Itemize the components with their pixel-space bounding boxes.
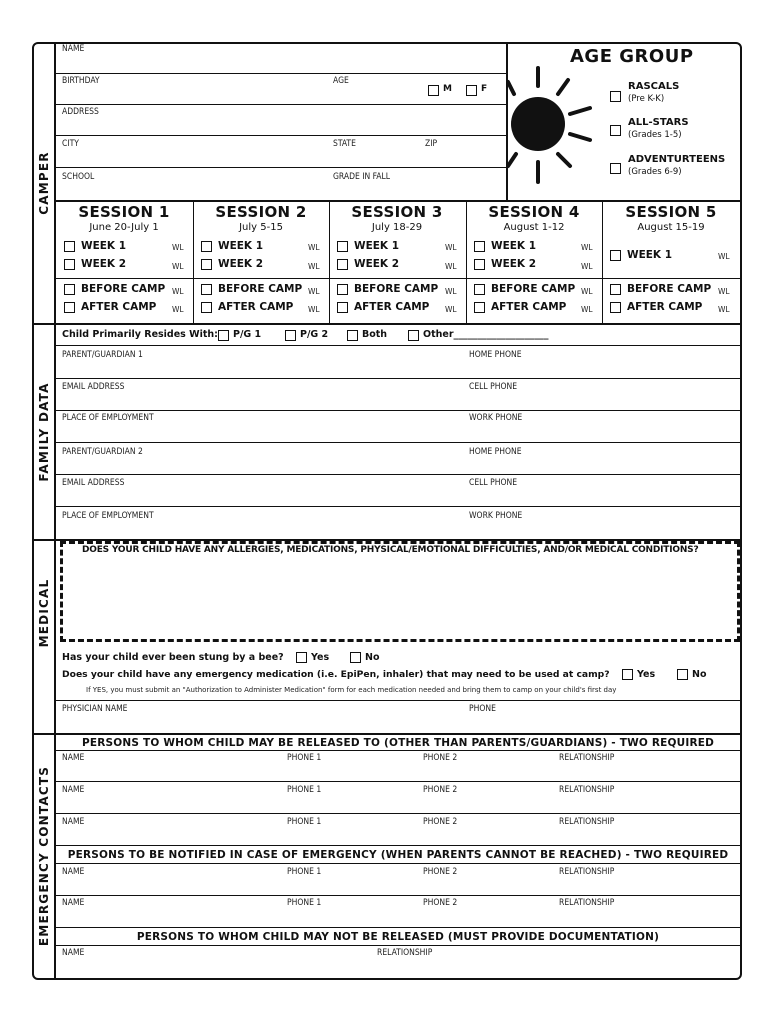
released-1-phone1: PHONE 1 (287, 753, 322, 763)
session-divider-2 (329, 201, 330, 323)
session-1-after-wl: WL (172, 305, 184, 314)
session-1-week-2-checkbox[interactable] (64, 259, 75, 270)
emergency-med-yes-label: Yes (637, 669, 656, 680)
session-4-after-wl: WL (581, 305, 593, 314)
emergency-med-question: Does your child have any emergency medication (i.e. EpiPen, inhaler) that may need to be used at camp? (62, 669, 610, 680)
released-1-phone2: PHONE 2 (423, 753, 458, 763)
adventurteens-checkbox[interactable] (610, 163, 621, 174)
zip-label: ZIP (425, 139, 438, 149)
session-5-after-camp-checkbox[interactable] (610, 302, 621, 313)
released-2-phone2: PHONE 2 (423, 785, 458, 795)
bee-question: Has your child ever been stung by a bee? (62, 652, 284, 663)
session-2-week-2-checkbox[interactable] (201, 259, 212, 270)
session-3-after-camp-checkbox[interactable] (337, 302, 348, 313)
released-2-phone1: PHONE 1 (287, 785, 322, 795)
session-divider-1 (193, 201, 194, 323)
medication-note: If YES, you must submit an "Authorization to Administer Medication" form for each medication needed and bring them to camp on your child's first day (86, 686, 617, 694)
rascals-checkbox[interactable] (610, 91, 621, 102)
released-3-name: NAME (62, 817, 85, 827)
birthday-label: BIRTHDAY (62, 76, 100, 86)
session-4-dates: August 1-12 (503, 222, 565, 233)
session-3-after-wl: WL (445, 305, 457, 314)
session-4-week-2-checkbox[interactable] (474, 259, 485, 270)
bee-no-checkbox[interactable] (350, 652, 361, 663)
emergency-med-no-label: No (692, 669, 707, 680)
session-4-week-1-label: WEEK 1 (491, 240, 537, 252)
section-label-family: FAMILY DATA (37, 382, 51, 482)
bee-no-label: No (365, 652, 380, 663)
resides-other-label: Other____________________ (423, 329, 549, 340)
session-2-week-2-wl: WL (308, 262, 320, 271)
family-line-4[interactable] (56, 474, 742, 475)
session-4-before-camp-label: BEFORE CAMP (491, 283, 576, 295)
city-label: CITY (62, 139, 79, 149)
session-5-title: SESSION 5 (625, 203, 717, 221)
session-2-week-1-label: WEEK 1 (218, 240, 264, 252)
address-line[interactable] (56, 135, 508, 136)
family-line-1[interactable] (56, 378, 742, 379)
rascals-label: RASCALS (628, 81, 680, 92)
session-3-dates: July 18-29 (371, 222, 423, 233)
not-released-relationship: RELATIONSHIP (377, 948, 433, 958)
session-2-after-camp-label: AFTER CAMP (218, 301, 294, 313)
session-5-before-wl: WL (718, 287, 730, 296)
family-row-4-right: HOME PHONE (469, 447, 522, 457)
allstars-checkbox[interactable] (610, 125, 621, 136)
medical-question: DOES YOUR CHILD HAVE ANY ALLERGIES, MEDICATIONS, PHYSICAL/EMOTIONAL DIFFICULTIES, AND/OR MEDICAL CONDITIONS? (82, 545, 699, 555)
resides-pg2-checkbox[interactable] (285, 330, 296, 341)
session-2-week-1-wl: WL (308, 243, 320, 252)
state-label: STATE (333, 139, 356, 149)
age-label: AGE (333, 76, 349, 86)
female-label: F (481, 84, 488, 94)
male-checkbox[interactable] (428, 85, 439, 96)
session-1-before-camp-label: BEFORE CAMP (81, 283, 166, 295)
session-4-before-wl: WL (581, 287, 593, 296)
session-5-before-camp-checkbox[interactable] (610, 284, 621, 295)
not-released-heading: PERSONS TO WHOM CHILD MAY NOT BE RELEASED (MUST PROVIDE DOCUMENTATION) (136, 931, 660, 943)
released-3-phone2: PHONE 2 (423, 817, 458, 827)
session-2-before-wl: WL (308, 287, 320, 296)
session-1-week-1-wl: WL (172, 243, 184, 252)
adventurteens-label: ADVENTURTEENS (628, 154, 726, 165)
female-checkbox[interactable] (466, 85, 477, 96)
family-line-3[interactable] (56, 442, 742, 443)
notify-heading-line (56, 863, 742, 864)
session-1-before-camp-checkbox[interactable] (64, 284, 75, 295)
released-2-relationship: RELATIONSHIP (559, 785, 615, 795)
family-row-6-left: PLACE OF EMPLOYMENT (62, 511, 154, 521)
not-released-heading-line (56, 945, 742, 946)
physician-label: PHYSICIAN NAME (62, 704, 128, 714)
family-row-1-right: HOME PHONE (469, 350, 522, 360)
session-5-after-camp-label: AFTER CAMP (627, 301, 703, 313)
session-4-week-2-label: WEEK 2 (491, 258, 537, 270)
session-3-week-2-checkbox[interactable] (337, 259, 348, 270)
notify-line-2[interactable] (56, 927, 742, 928)
resides-label: Child Primarily Resides With: (62, 329, 218, 340)
notify-2-relationship: RELATIONSHIP (559, 898, 615, 908)
session-5-dates: August 15-19 (637, 222, 705, 233)
session-2-after-camp-checkbox[interactable] (201, 302, 212, 313)
session-1-week-2-label: WEEK 2 (81, 258, 127, 270)
family-row-2-left: EMAIL ADDRESS (62, 382, 125, 392)
family-line-2[interactable] (56, 410, 742, 411)
resides-line (56, 345, 742, 346)
session-3-before-camp-checkbox[interactable] (337, 284, 348, 295)
released-1-relationship: RELATIONSHIP (559, 753, 615, 763)
session-4-after-camp-label: AFTER CAMP (491, 301, 567, 313)
session-4-before-camp-checkbox[interactable] (474, 284, 485, 295)
adventurteens-sub: (Grades 6-9) (628, 167, 682, 177)
session-4-week-1-wl: WL (581, 243, 593, 252)
released-3-phone1: PHONE 1 (287, 817, 322, 827)
session-3-title: SESSION 3 (351, 203, 443, 221)
session-5-after-wl: WL (718, 305, 730, 314)
resides-other-checkbox[interactable] (408, 330, 419, 341)
resides-pg1-label: P/G 1 (233, 329, 262, 340)
resides-both-label: Both (362, 329, 388, 340)
section-label-emergency: EMERGENCY CONTACTS (37, 765, 51, 947)
session-2-before-camp-label: BEFORE CAMP (218, 283, 303, 295)
session-1-week-1-checkbox[interactable] (64, 241, 75, 252)
notify-1-relationship: RELATIONSHIP (559, 867, 615, 877)
emergency-med-no-checkbox[interactable] (677, 669, 688, 680)
session-3-after-camp-label: AFTER CAMP (354, 301, 430, 313)
not-released-name: NAME (62, 948, 85, 958)
session-5-week-1-wl: WL (718, 252, 730, 261)
male-label: M (443, 84, 452, 94)
session-1-week-1-label: WEEK 1 (81, 240, 127, 252)
session-1-title: SESSION 1 (78, 203, 170, 221)
sessions-mid-line (56, 278, 742, 279)
released-line-2[interactable] (56, 813, 742, 814)
emergency-med-yes-checkbox[interactable] (622, 669, 633, 680)
sun-icon (508, 62, 608, 196)
session-2-week-2-label: WEEK 2 (218, 258, 264, 270)
session-3-before-camp-label: BEFORE CAMP (354, 283, 439, 295)
camper-bottom-line (56, 200, 742, 202)
session-1-week-2-wl: WL (172, 262, 184, 271)
session-5-week-1-label: WEEK 1 (627, 249, 673, 261)
section-label-camper: CAMPER (37, 151, 51, 215)
session-3-week-1-wl: WL (445, 243, 457, 252)
notify-heading: PERSONS TO BE NOTIFIED IN CASE OF EMERGENCY (WHEN PARENTS CANNOT BE REACHED) - TWO REQUIRED (67, 849, 729, 861)
family-row-6-right: WORK PHONE (469, 511, 523, 521)
school-label: SCHOOL (62, 172, 95, 182)
session-4-week-2-wl: WL (581, 262, 593, 271)
address-label: ADDRESS (62, 107, 99, 117)
released-2-name: NAME (62, 785, 85, 795)
released-to-heading: PERSONS TO WHOM CHILD MAY BE RELEASED TO (OTHER THAN PARENTS/GUARDIANS) - TWO REQUIRED (81, 737, 715, 749)
released-line-1[interactable] (56, 781, 742, 782)
family-row-4-left: PARENT/GUARDIAN 2 (62, 447, 143, 457)
notify-2-phone1: PHONE 1 (287, 898, 322, 908)
divider-camper-family (32, 323, 742, 325)
session-1-after-camp-label: AFTER CAMP (81, 301, 157, 313)
allstars-label: ALL-STARS (628, 117, 689, 128)
session-3-before-wl: WL (445, 287, 457, 296)
notify-1-phone1: PHONE 1 (287, 867, 322, 877)
family-row-3-right: WORK PHONE (469, 413, 523, 423)
notify-1-name: NAME (62, 867, 85, 877)
resides-pg1-checkbox[interactable] (218, 330, 229, 341)
resides-both-checkbox[interactable] (347, 330, 358, 341)
session-1-after-camp-checkbox[interactable] (64, 302, 75, 313)
section-label-medical: MEDICAL (37, 578, 51, 648)
family-row-5-right: CELL PHONE (469, 478, 518, 488)
bee-yes-checkbox[interactable] (296, 652, 307, 663)
name-label: NAME (62, 44, 85, 54)
allstars-sub: (Grades 1-5) (628, 130, 682, 140)
notify-line-1[interactable] (56, 895, 742, 896)
notify-1-phone2: PHONE 2 (423, 867, 458, 877)
family-line-5[interactable] (56, 506, 742, 507)
resides-pg2-label: P/G 2 (300, 329, 329, 340)
bee-yes-label: Yes (311, 652, 330, 663)
physician-phone-label: PHONE (469, 704, 496, 714)
age-group-title: AGE GROUP (570, 46, 694, 67)
session-3-week-1-checkbox[interactable] (337, 241, 348, 252)
session-4-week-1-checkbox[interactable] (474, 241, 485, 252)
released-3-relationship: RELATIONSHIP (559, 817, 615, 827)
session-1-dates: June 20-July 1 (89, 222, 159, 233)
released-heading-line (56, 750, 742, 751)
medical-conditions-box[interactable] (60, 541, 740, 642)
session-3-week-1-label: WEEK 1 (354, 240, 400, 252)
notify-2-name: NAME (62, 898, 85, 908)
birthday-line[interactable] (56, 104, 508, 105)
session-1-before-wl: WL (172, 287, 184, 296)
session-2-title: SESSION 2 (215, 203, 307, 221)
session-3-week-2-label: WEEK 2 (354, 258, 400, 270)
note-line (56, 700, 742, 701)
rascals-sub: (Pre K-K) (628, 94, 665, 104)
session-3-week-2-wl: WL (445, 262, 457, 271)
session-divider-3 (466, 201, 467, 323)
session-2-week-1-checkbox[interactable] (201, 241, 212, 252)
session-divider-4 (602, 201, 603, 323)
session-5-before-camp-label: BEFORE CAMP (627, 283, 712, 295)
grade-label: GRADE IN FALL (333, 172, 391, 182)
session-5-week-1-checkbox[interactable] (610, 250, 621, 261)
divider-medical-emergency (32, 733, 742, 735)
session-4-title: SESSION 4 (488, 203, 580, 221)
notify-2-phone2: PHONE 2 (423, 898, 458, 908)
session-4-after-camp-checkbox[interactable] (474, 302, 485, 313)
session-2-dates: July 5-15 (239, 222, 283, 233)
family-row-1-left: PARENT/GUARDIAN 1 (62, 350, 143, 360)
released-line-3[interactable] (56, 845, 742, 846)
city-line[interactable] (56, 167, 508, 168)
family-row-5-left: EMAIL ADDRESS (62, 478, 125, 488)
family-row-3-left: PLACE OF EMPLOYMENT (62, 413, 154, 423)
family-row-2-right: CELL PHONE (469, 382, 518, 392)
name-line[interactable] (56, 73, 508, 74)
session-2-before-camp-checkbox[interactable] (201, 284, 212, 295)
session-2-after-wl: WL (308, 305, 320, 314)
released-1-name: NAME (62, 753, 85, 763)
